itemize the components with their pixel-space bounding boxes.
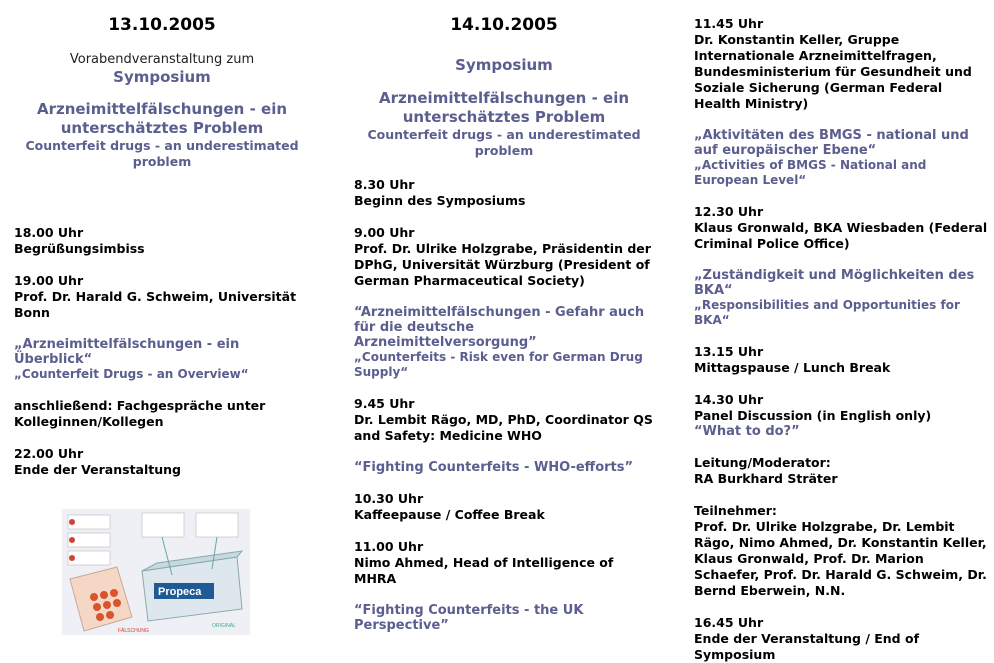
text: anschließend: Fachgespräche unter Kolleginnen/Kollegen — [14, 398, 266, 429]
program-item — [354, 225, 654, 289]
text: Begrüßungsimbiss — [14, 241, 145, 256]
talk-title-german: „Zuständigkeit und Möglichkeiten des BKA“ — [694, 268, 975, 298]
program-item — [14, 225, 310, 257]
speaker: Nimo Ahmed, Head of Intelligence of MHRA — [354, 555, 614, 586]
label-original: ORIGINAL — [212, 623, 236, 629]
program-item — [694, 344, 990, 376]
title-english: Counterfeit drugs - an underestimated problem — [367, 127, 641, 158]
symposium-label: Symposium — [113, 68, 211, 86]
talk-title — [14, 337, 310, 382]
talk-title-german: „Arzneimittelfälschungen - ein Überblick“ — [14, 337, 240, 367]
text: Mittagspause / Lunch Break — [694, 360, 891, 375]
date-heading: 13.10.2005 — [108, 15, 216, 35]
program-item — [694, 455, 990, 487]
program-item — [694, 615, 990, 663]
text: RA Burkhard Sträter — [694, 471, 838, 486]
title-english: Counterfeit drugs - an underestimated problem — [25, 138, 299, 169]
talk-title — [354, 603, 654, 633]
talk-title — [354, 460, 654, 475]
title-german: Arzneimittelfälschungen - ein unterschätztes Problem — [378, 89, 630, 126]
talk-title-english: „Counterfeits - Risk even for German Drug Supply“ — [354, 350, 643, 379]
box-brand-text: Propeca — [158, 586, 202, 598]
time: 9.45 Uhr — [354, 396, 415, 411]
program-item — [354, 539, 654, 587]
pre-event-label: Vorabendveranstaltung zum — [69, 52, 255, 67]
program-item — [354, 491, 654, 523]
time: 18.00 Uhr — [14, 225, 84, 240]
label: Teilnehmer: — [694, 503, 777, 518]
program-item — [14, 398, 310, 430]
program-item — [354, 177, 654, 209]
talk-title-english: “What to do?” — [694, 424, 800, 439]
speaker: Dr. Lembit Rägo, MD, PhD, Coordinator QS and Safety: Medicine WHO — [354, 412, 653, 443]
time: 8.30 Uhr — [354, 177, 415, 192]
time: 9.00 Uhr — [354, 225, 415, 240]
time: 11.45 Uhr — [694, 16, 764, 31]
speaker: Dr. Konstantin Keller, Gruppe Internationale Arzneimittelfragen, Bundesministerium für Gesundheit und Soziale Sicherung (German Federal Health Ministry) — [694, 32, 972, 111]
text: Ende der Veranstaltung / End of Symposium — [694, 631, 920, 662]
counterfeit-packaging-illustration — [62, 509, 250, 635]
talk-title — [354, 305, 654, 380]
time: 14.30 Uhr — [694, 392, 764, 407]
column-day-2-continued — [694, 0, 990, 663]
time: 10.30 Uhr — [354, 491, 424, 506]
talk-title-english: „Counterfeit Drugs - an Overview“ — [14, 367, 249, 381]
time: 11.00 Uhr — [354, 539, 424, 554]
talk-title-german: „Aktivitäten des BMGS - national und auf europäischer Ebene“ — [694, 128, 969, 158]
talk-title — [694, 128, 990, 188]
date-heading: 14.10.2005 — [450, 15, 558, 35]
talk-title — [694, 268, 990, 328]
speaker: Prof. Dr. Ulrike Holzgrabe, Präsidentin der DPhG, Universität Würzburg (President of German Pharmaceutical Society) — [354, 241, 651, 288]
talk-title-german: “Arzneimittelfälschungen - Gefahr auch für die deutsche Arzneimittelversorgung” — [354, 305, 645, 350]
program-item — [694, 204, 990, 252]
title-german: Arzneimittelfälschungen - ein unterschätztes Problem — [36, 100, 288, 137]
speaker: Klaus Gronwald, BKA Wiesbaden (Federal Criminal Police Office) — [694, 220, 988, 251]
time: 16.45 Uhr — [694, 615, 764, 630]
time: 12.30 Uhr — [694, 204, 764, 219]
time: 13.15 Uhr — [694, 344, 764, 359]
program-item — [694, 392, 990, 439]
speaker: Prof. Dr. Harald G. Schweim, Universität Bonn — [14, 289, 297, 320]
label: Leitung/Moderator: — [694, 455, 831, 470]
program-item — [694, 503, 990, 599]
text: Beginn des Symposiums — [354, 193, 526, 208]
participants: Prof. Dr. Ulrike Holzgrabe, Dr. Lembit Rägo, Nimo Ahmed, Dr. Konstantin Keller, Klaus Gronwald, Prof. Dr. Marion Schaefer, Prof. Dr. Harald G. Schweim, Dr. Bernd Eberwein, N.N. — [694, 519, 987, 598]
text: Ende der Veranstaltung — [14, 462, 181, 477]
talk-title-german: “Fighting Counterfeits - the UK Perspective” — [354, 603, 584, 633]
column-day-1 — [14, 0, 310, 478]
program-item — [14, 273, 310, 321]
program-item — [14, 446, 310, 478]
talk-title-english: „Responsibilities and Opportunities for BKA“ — [694, 298, 960, 327]
label-counterfeit: FÄLSCHUNG — [118, 628, 149, 634]
time: 22.00 Uhr — [14, 446, 84, 461]
program-item — [694, 16, 990, 112]
talk-title-german: “Fighting Counterfeits - WHO-efforts” — [354, 460, 634, 475]
column-day-2 — [354, 0, 654, 633]
talk-title-english: „Activities of BMGS - National and European Level“ — [694, 158, 927, 187]
time: 19.00 Uhr — [14, 273, 84, 288]
text: Panel Discussion (in English only) — [694, 408, 932, 423]
text: Kaffeepause / Coffee Break — [354, 507, 545, 522]
symposium-label: Symposium — [455, 56, 553, 74]
program-item — [354, 396, 654, 444]
